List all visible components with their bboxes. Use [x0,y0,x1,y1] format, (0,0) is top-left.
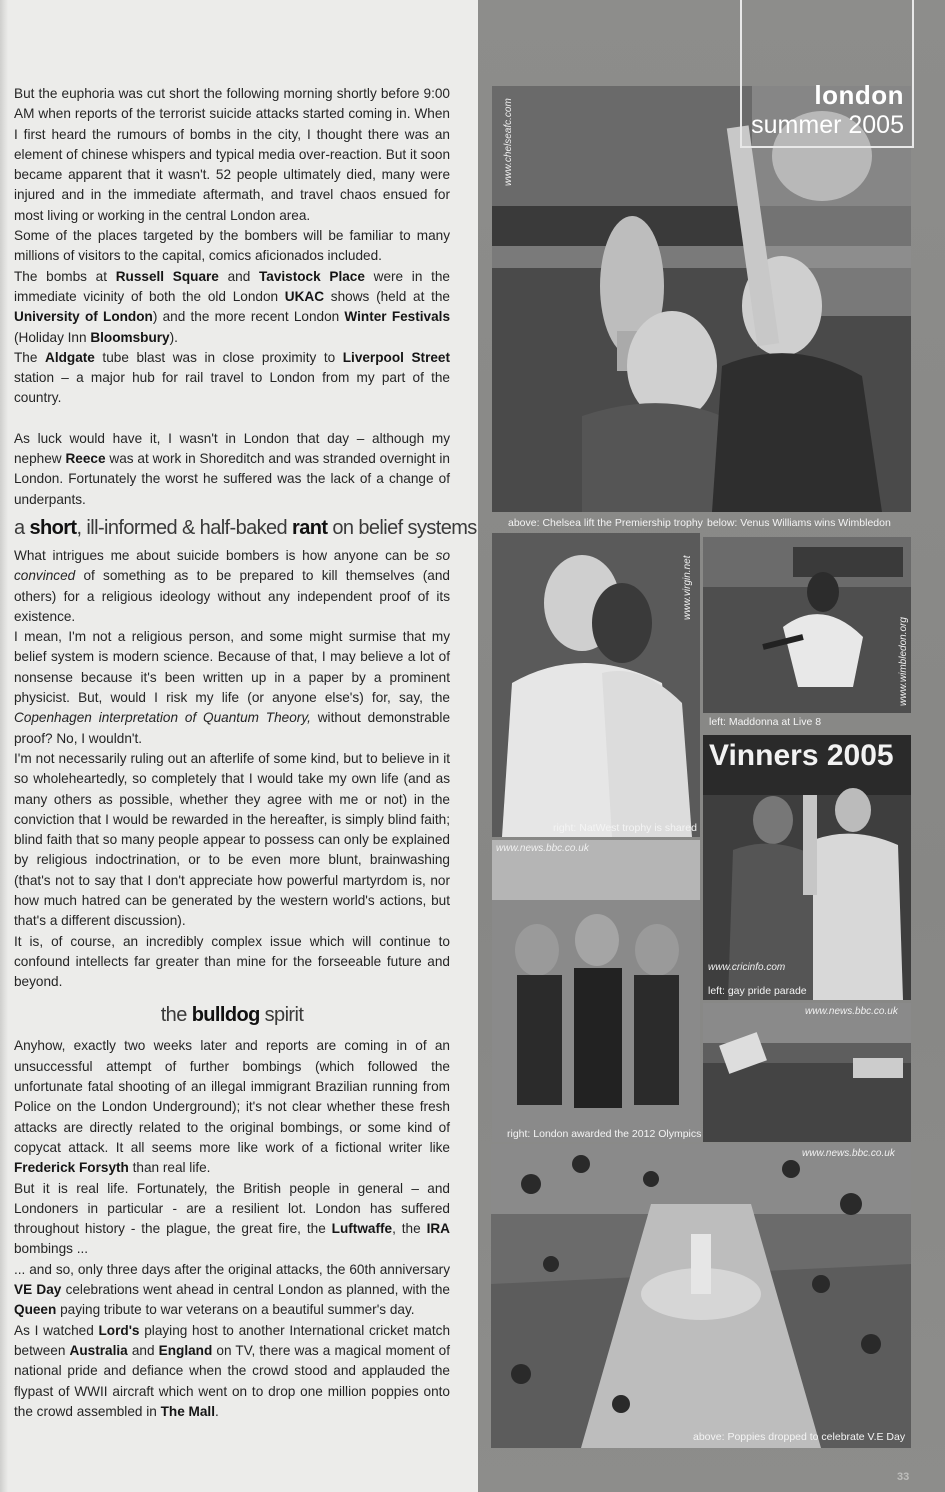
caption-poppies: above: Poppies dropped to celebrate V.E Day [693,1431,906,1443]
photo-natwest-trophy [703,735,911,1000]
paragraph-8: I'm not necessarily ruling out an afterlife of some kind, but to believe in it so wholeheartedly, so completely that I would take my own life (and as many others as possible, whether they agree with me or not) in the conviction that I would be rewarded in the hereafter, is simply blind faith; blind faith that so many people appear to possess can only be explained by religious indoctrination, or to be even more blunt, brainwashing (that's not to say that I don't appreciate how powerful martyrdom is, nor how much hatred can be generated by the western world's actions, but that's a different discussion). [14,750,450,929]
photo-madonna-live8 [492,533,700,837]
url-bbc-pride: www.news.bbc.co.uk [496,843,589,854]
section-heading-rant: a short, ill-informed & half-baked rant on belief systems [14,516,477,539]
caption-pride: left: gay pride parade [708,985,807,997]
section-heading-bulldog: the bulldog spirit [160,1004,304,1027]
paragraph-6: What intrigues me about suicide bombers is how anyone can be so convinced of something as to be prepared to kill themselves (and others) for a religious ideology without any independent proof of its existence. [14,547,450,624]
paragraph-13: As I watched Lord's playing host to another International cricket match between Australia and England on TV, there was a magical moment of national pride and defiance when the crowd stood and applauded the flypast of WWII aircraft which went on to drop one million poppies onto the crowd assembled in The Mall. [14,1322,451,1419]
caption-olympics: right: London awarded the 2012 Olympics [507,1128,702,1140]
url-bbc-ve-day: www.news.bbc.co.uk [802,1148,895,1159]
paragraph-10: Anyhow, exactly two weeks later and reports are coming in of an unsuccessful attempt of further bombings (which followed the unfortunate fatal shooting of an illegal immigrant Brazilian running from Police on the London Underground); it's not clear whether these fresh attacks are directly related to the original bombings, or some kind of copycat attack. It all seems more like work of a fictional writer like Frederick Forsyth than real life. [14,1038,450,1176]
photo-chelsea-trophy [492,86,911,512]
photo-gay-pride [492,840,700,1142]
photo-venus-wimbledon [703,537,911,713]
paragraph-12: ... and so, only three days after the original attacks, the 60th anniversary VE Day celebrations went ahead in central London as planned, with the Queen paying tribute to war veterans on a beautiful summer's day. [14,1261,450,1318]
caption-madonna: left: Maddonna at Live 8 [709,716,822,728]
paragraph-3: The bombs at Russell Square and Tavistock Place were in the immediate vicinity of both the old London UKAC shows (held at the University of London) and the more recent London Winter Festivals (Holiday Inn Bloomsbury). [14,268,451,345]
page-number: 33 [897,1471,910,1483]
caption-natwest: right: NatWest trophy is shared [553,822,697,834]
sidebar-title-box [740,0,914,148]
url-chelsea: www.chelseafc.com [503,98,514,186]
article-column [14,84,477,1422]
caption-venus: below: Venus Williams wins Wimbledon [707,517,891,529]
caption-chelsea: above: Chelsea lift the Premiership trophy [508,517,703,529]
url-wimbledon: www.wimbledon.org [898,617,909,706]
paragraph-4: The Aldgate tube blast was in close proximity to Liverpool Street station – a major hub for rail travel to London from my part of the country. [14,349,451,406]
photo-olympics-2012 [703,1003,911,1142]
paragraph-5: As luck would have it, I wasn't in London that day – although my nephew Reece was at work in Shoreditch and was stranded overnight in London. Fortunately the worst he suffered was the lack of a change of underpants. [14,430,450,507]
sidebar-title-summer: summer 2005 [751,111,904,139]
paragraph-11: But it is real life. Fortunately, the British people in general – and Londoners in particular - are a resilient lot. London has suffered throughout history - the plague, the great fire, the Luftwaffe, the IRA bombings ... [14,1180,450,1257]
url-cricinfo: www.cricinfo.com [708,962,786,973]
paragraph-9: It is, of course, an incredibly complex issue which will continue to confound intellects far greater than mine for the forseeable future and beyond. [14,933,450,990]
url-bbc-olympics: www.news.bbc.co.uk [805,1006,898,1017]
paragraph-2: Some of the places targeted by the bombers will be familiar to many millions of visitors to the capital, comics aficionados included. [14,228,450,264]
paragraph-7: I mean, I'm not a religious person, and some might surmise that my belief system is modern science. Because of that, I may believe a lot of nonsense because it's been written up in a paper by a prominent physicist. But, would I risk my life (or anyone else's) for, say, the Copenhagen interpretation of Quantum Theory, without demonstrable proof? No, I wouldn't. [14,629,451,746]
sidebar-title-london: london [814,80,904,110]
page-gutter-shadow [0,0,8,1492]
url-virgin: www.virgin.net [682,555,693,620]
winners-banner-text: Vinners 2005 [709,739,894,772]
photo-ve-day-poppies [491,1144,911,1448]
paragraph-1: But the euphoria was cut short the following morning shortly before 9:00 AM when reports of the terrorist suicide attacks started coming in. When I first heard the rumours of bombs in the city, I thought there was an element of chinese whispers and typical media over-reaction. But it soon became apparent that it wasn't. 52 people ultimately died, many were injured and in the immediate aftermath, and travel chaos ensued for most living or working in the central London area. [14,86,450,223]
